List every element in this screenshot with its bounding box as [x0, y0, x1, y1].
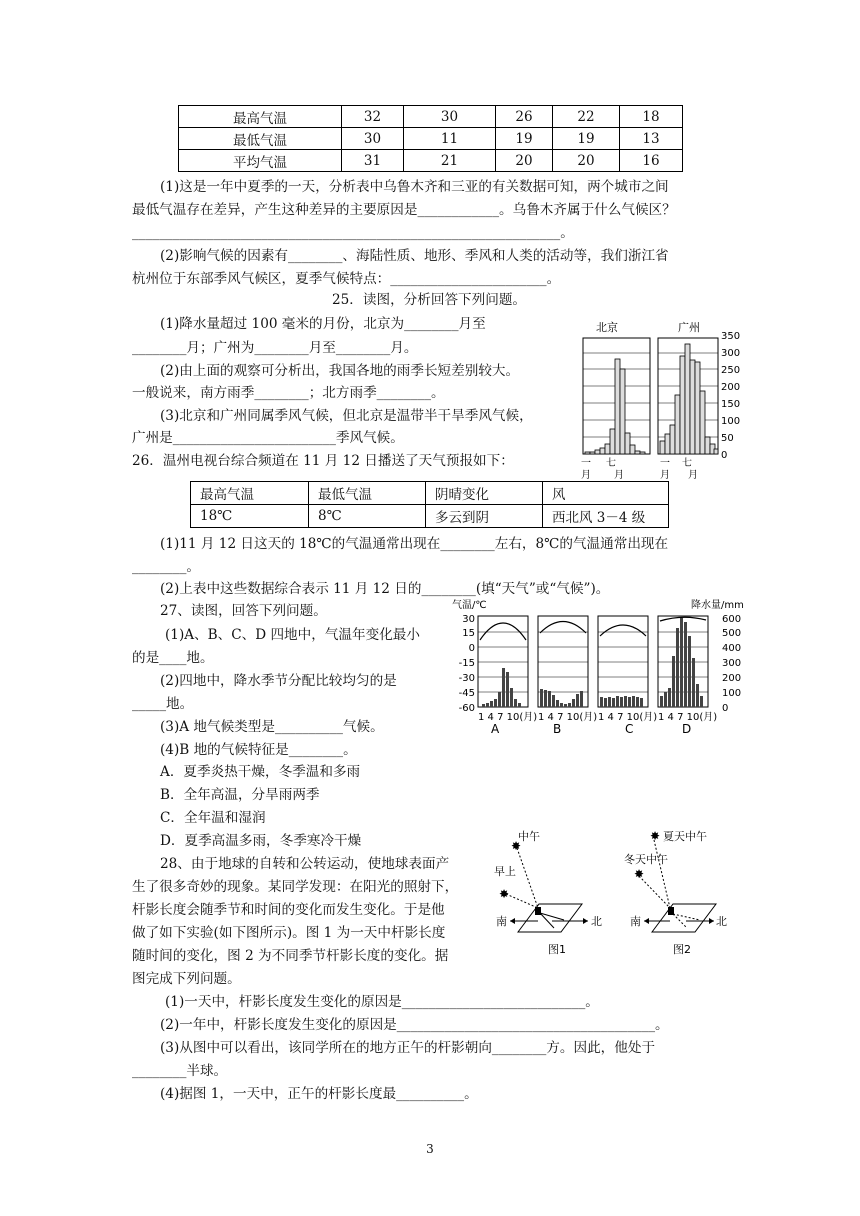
q24-text: (1)这是一年中夏季的一天，分析表中乌鲁木齐和三亚的有关数据可知，两个城市之间 [160, 179, 669, 195]
table-cell: 20 [496, 150, 553, 172]
panel-name: B [553, 722, 562, 736]
south-label: 南 [630, 915, 641, 928]
q26-text: ________。 [132, 559, 200, 575]
y-axis-ticks [721, 331, 740, 461]
page-number: 3 [426, 1142, 434, 1156]
x-tick: 1 4 7 10(月) [598, 712, 658, 723]
table-cell: 18 [620, 106, 683, 128]
q26-title: 26．温州电视台综合频道在 11 月 12 日播送了天气预报如下： [132, 453, 514, 469]
panel-name: A [491, 722, 500, 736]
table-cell: 20 [553, 150, 620, 172]
q28-question: (3)从图中可以看出，该同学所在的地方正午的杆影朝向________方。因此，他处于 [160, 1040, 656, 1056]
y-tick: 200 [721, 382, 741, 393]
table-cell: 11 [404, 128, 496, 150]
q27-text: (2)四地中，降水季节分配比较均匀的是 [160, 673, 397, 689]
table-header: 最低气温 [309, 482, 426, 505]
sun-icon: ✸ [511, 839, 522, 853]
q27-title: 27、读图，回答下列问题。 [160, 603, 327, 619]
beijing-label: 北京 [596, 321, 618, 334]
north-label: 北 [716, 915, 727, 928]
panel-name: D [682, 722, 692, 736]
q27-text: (1)A、B、C、D 四地中，气温年变化最小 [165, 627, 420, 643]
table-row [179, 128, 683, 150]
table-cell: 西北风 3－4 级 [543, 505, 669, 528]
y-tick: 150 [721, 399, 741, 410]
x-axis-labels [581, 456, 698, 481]
q28-text: 28、由于地球的自转和公转运动，使地球表面产 [160, 856, 450, 872]
q28-question: (2)一年中，杆影长度发生变化的原因是______________________________________。 [160, 1017, 669, 1033]
precipitation-axis-label: 降水量/mm [691, 600, 744, 611]
beijing-bars [585, 359, 645, 454]
precipitation-chart [578, 316, 741, 482]
q24-text: 最低气温存在差异，产生这种差异的主要原因是____________。乌鲁木齐属于什么气候区？ [132, 202, 676, 218]
y-tick: 200 [722, 673, 742, 684]
guangzhou-bars [660, 344, 718, 454]
y-tick: 0 [468, 643, 475, 654]
table-row [191, 482, 669, 505]
option-b: B．全年高温，分旱雨两季 [160, 787, 320, 803]
q26-text: (2)上表中这些数据综合表示 11 月 12 日的________(填“天气”或“气候”)。 [160, 581, 610, 597]
table-header: 风 [543, 482, 669, 505]
q27-text: 的是____地。 [132, 650, 214, 666]
guangzhou-label: 广州 [678, 321, 700, 334]
figure-2-caption: 图2 [673, 943, 691, 956]
table-cell: 22 [553, 106, 620, 128]
figure-1 [494, 829, 602, 956]
x-tick: 1 4 7 10(月) [538, 712, 598, 723]
q27-text: _____地。 [132, 696, 194, 712]
q24-text: (2)影响气候的因素有________、海陆性质、地形、季风和人类的活动等，我们浙江省 [160, 248, 669, 264]
table-cell: 18℃ [191, 505, 309, 528]
q28-text: 随时间的变化，图 2 为不同季节杆影长度的变化。据 [132, 948, 449, 964]
table-cell: 26 [496, 106, 553, 128]
table-cell: 8℃ [309, 505, 426, 528]
x-tick: 1 4 7 10(月) [658, 712, 718, 723]
y-tick: 400 [722, 643, 742, 654]
temperature-axis-label: 气温/℃ [452, 600, 487, 611]
temperature-table [178, 105, 683, 172]
q27-text: (4)B 地的气候特征是________。 [160, 742, 357, 758]
table-cell: 平均气温 [179, 150, 342, 172]
option-d: D．夏季高温多雨，冬季寒冷干燥 [160, 833, 362, 849]
x-tick: 一 [581, 458, 591, 469]
north-label: 北 [591, 915, 602, 928]
shadow-figures [492, 828, 727, 966]
table-header: 最高气温 [191, 482, 309, 505]
option-a: A．夏季炎热干燥，冬季温和多雨 [160, 764, 361, 780]
morning-label: 早上 [494, 865, 516, 878]
panel-c [598, 616, 648, 707]
noon-label: 中午 [518, 830, 540, 843]
y-tick: -45 [458, 688, 475, 699]
table-cell: 31 [342, 150, 404, 172]
q28-question: (4)据图 1，一天中，正午的杆影长度最__________。 [160, 1086, 478, 1102]
q24-text: 杭州位于东部季风气候区，夏季气候特点：_______________________。 [132, 271, 561, 287]
y-tick: 0 [722, 703, 729, 714]
option-c: C．全年温和湿润 [160, 810, 266, 826]
sun-icon: ✸ [499, 887, 510, 901]
y-tick: 50 [721, 433, 734, 444]
q28-text: 做了如下实验(如下图所示)。图 1 为一天中杆影长度 [132, 925, 446, 941]
table-cell: 13 [620, 128, 683, 150]
q28-text: 杆影长度会随季节和时间的变化而发生变化。于是他 [132, 902, 445, 918]
x-unit: 月 [660, 470, 670, 481]
y-tick: 100 [722, 688, 742, 699]
panel-b [538, 616, 588, 707]
table-cell: 21 [404, 150, 496, 172]
table-cell: 19 [496, 128, 553, 150]
y-tick: -60 [458, 703, 475, 714]
x-tick: 一 [660, 458, 670, 469]
weather-forecast-table [190, 481, 669, 528]
y-tick: 100 [721, 416, 741, 427]
right-axis-ticks [722, 614, 741, 714]
winter-noon-label: 冬天中午 [624, 853, 668, 866]
summer-noon-label: 夏天中午 [663, 830, 707, 843]
q28-text: 图完成下列问题。 [132, 971, 241, 987]
table-row [191, 505, 669, 528]
x-unit: 月 [581, 470, 591, 481]
y-tick: 600 [722, 614, 742, 625]
table-cell: 最低气温 [179, 128, 342, 150]
q26-text: (1)11 月 12 日这天的 18℃的气温通常出现在________左右，8℃的气温通常出现在 [160, 536, 669, 552]
table-cell: 30 [342, 128, 404, 150]
table-header: 阴晴变化 [426, 482, 543, 505]
climate-charts [450, 596, 745, 736]
y-tick: 15 [462, 628, 475, 639]
figure-2 [624, 829, 727, 956]
y-tick: 30 [462, 614, 475, 625]
q25-text: (2)由上面的观察可分析出，我国各地的雨季长短差别较大。 [160, 363, 520, 379]
table-row [179, 150, 683, 172]
y-tick: 250 [721, 365, 741, 376]
q25-text: (1)降水量超过 100 毫米的月份，北京为________月至 [160, 316, 486, 332]
x-tick: 1 4 7 10(月) [478, 712, 538, 723]
q24-answer-line: _______________________________________________________________。 [132, 225, 574, 241]
table-cell: 最高气温 [179, 106, 342, 128]
q25-text: 广州是________________________季风气候。 [132, 430, 404, 446]
panel-d [658, 616, 708, 707]
q25-text: (3)北京和广州同属季风气候，但北京是温带半干旱季风气候， [160, 408, 533, 424]
y-tick: -30 [458, 673, 475, 684]
y-tick: 350 [721, 331, 741, 342]
y-tick: 300 [721, 348, 741, 359]
table-cell: 19 [553, 128, 620, 150]
q28-question: ________半球。 [132, 1063, 228, 1079]
figure-1-caption: 图1 [548, 943, 566, 956]
panel-name: C [625, 722, 634, 736]
x-unit: 月 [614, 470, 624, 481]
left-axis-ticks [459, 614, 475, 714]
table-row [179, 106, 683, 128]
q25-text: 一般说来，南方雨季________；北方雨季________。 [132, 385, 445, 401]
sun-icon: ✸ [634, 867, 645, 881]
q25-title: 25．读图，分析回答下列问题。 [332, 292, 527, 308]
panel-names [491, 722, 691, 736]
table-cell: 32 [342, 106, 404, 128]
y-tick: 0 [721, 450, 728, 461]
sun-icon: ✸ [650, 829, 661, 843]
table-cell: 30 [404, 106, 496, 128]
panel-a [478, 616, 528, 707]
x-unit: 月 [688, 470, 698, 481]
q25-text: ________月；广州为________月至________月。 [132, 340, 418, 356]
y-tick: -15 [458, 658, 475, 669]
x-tick: 七 [606, 458, 616, 469]
y-tick: 300 [722, 658, 742, 669]
q28-text: 生了很多奇妙的现象。某同学发现：在阳光的照射下， [132, 879, 459, 895]
q27-text: (3)A 地气候类型是__________气候。 [160, 719, 384, 735]
y-tick: 500 [722, 628, 742, 639]
q28-question: (1)一天中，杆影长度发生变化的原因是___________________________。 [165, 994, 599, 1010]
x-tick: 七 [682, 458, 692, 469]
table-cell: 16 [620, 150, 683, 172]
south-label: 南 [496, 915, 507, 928]
table-cell: 多云到阴 [426, 505, 543, 528]
